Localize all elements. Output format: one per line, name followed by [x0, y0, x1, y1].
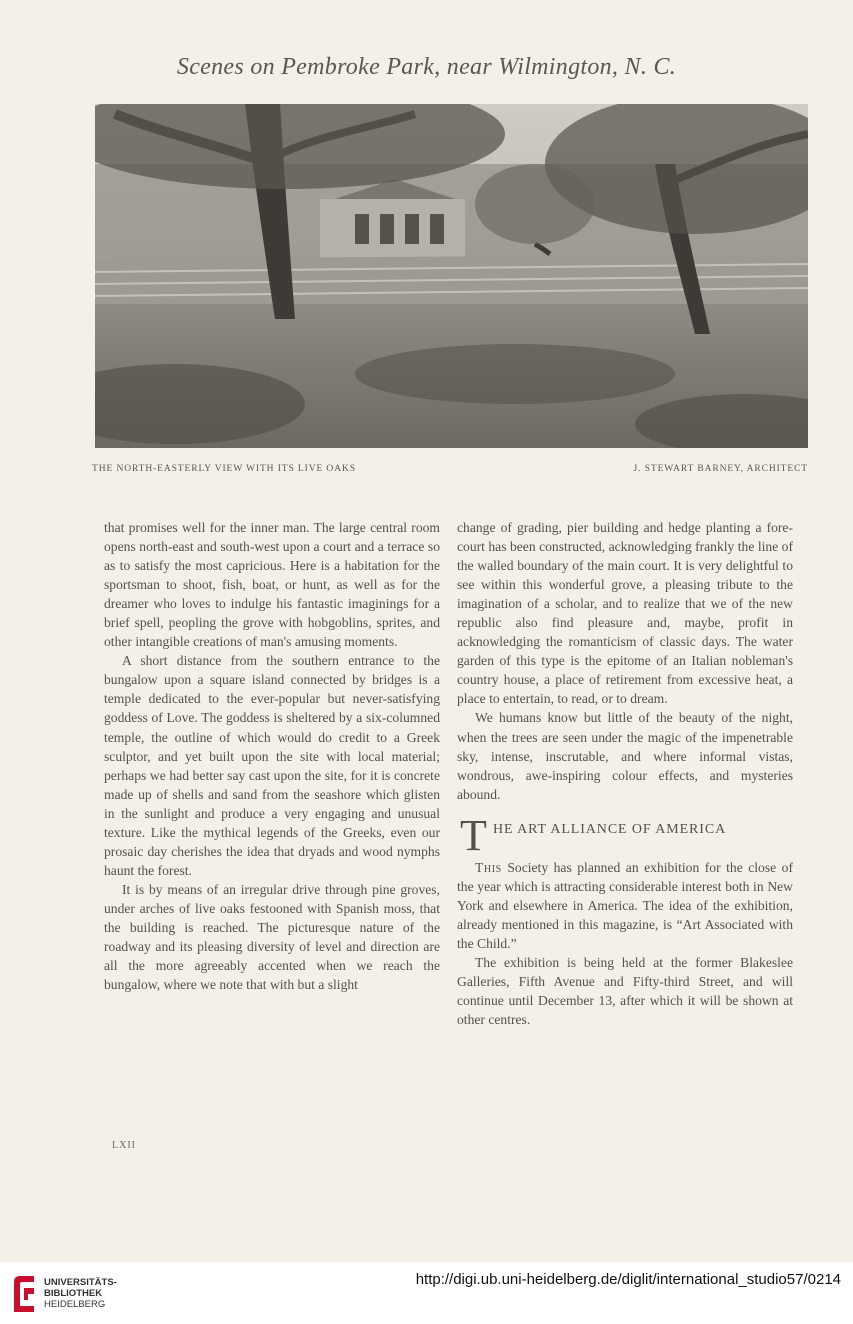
page-folio: LXII	[112, 1140, 136, 1151]
source-url-link[interactable]: http://digi.ub.uni-heidelberg.de/diglit/international_studio57/0214	[415, 1271, 841, 1288]
paragraph	[457, 858, 793, 953]
lead-word: This	[475, 859, 502, 875]
library-logo-text	[44, 1277, 117, 1310]
photograph-pembroke-park	[95, 104, 808, 448]
section-title: HE ART ALLIANCE OF AMERICA	[493, 821, 727, 837]
paragraph: change of grading, pier building and hedge planting a fore-court has been constructed, acknowledging frankly the line of the walled boundary of the main court. It is very delightful to see within this wonderful grove, a pleasing tribute to the imagination of a scholar, and to realize that we of the new republic also find pleasure and, maybe, profit in acknowledging the romanticism of classic days. The water garden of this type is the epitome of an Italian nobleman's country house, a place of retirement from excessive heat, a place to entertain, to read, or to dream.	[457, 520, 793, 707]
paragraph: A short distance from the southern entrance to the bungalow upon a square island connected by bridges is a temple dedicated to the ever-popular but never-satisfying goddess of Love. The goddess is sheltered by a six-columned temple, the outline of which would do credit to a Greek sculptor, and yet built upon the site with local material; perhaps we had better say cast upon the site, for it is concrete made up of shells and sand from the seashore which glisten in the sunlight and produce a very engaging and unusual texture. Like the mythical legends of the Greeks, even our prosaic day cherishes the idea that dryads and wood nymphs haunt the forest.	[104, 653, 440, 878]
photo-illustration	[95, 104, 808, 448]
paragraph: that promises well for the inner man. The large central room opens north-east and south-west upon a court and a terrace so as to satisfy the most capricious. Here is a habitation for the sportsman to shoot, fish, boat, or hunt, as well as for the dreamer who loves to indulge his fantastic imaginings for a brief spell, peopling the grove with hobgoblins, sprites, and other intangible creations of man's amusing moments.	[104, 520, 440, 650]
paragraph: The exhibition is being held at the former Blakeslee Galleries, Fifth Avenue and Fifty-third Street, and will continue until December 13, after which it will be shown at other centres.	[457, 954, 793, 1028]
paragraph-text: Society has planned an exhibition for the close of the year which is attracting considerable interest both in New York and elsewhere in America. The idea of the exhibition, already mentioned in this magazine, is “Art Associated with the Child.”	[457, 859, 793, 951]
paragraph: It is by means of an irregular drive through pine groves, under arches of live oaks festooned with Spanish moss, that the building is reached. The picturesque nature of the roadway and its pleasing diversity of level and direction are all the more agreeably accented when we reach the bungalow, where we note that with but a slight	[104, 881, 440, 993]
right-column	[457, 518, 793, 1029]
logo-line: BIBLIOTHEK	[44, 1288, 103, 1299]
library-logo-icon	[10, 1272, 38, 1316]
photo-caption-left: THE NORTH-EASTERLY VIEW WITH ITS LIVE OAKS	[92, 464, 356, 474]
photo-caption-right: J. STEWART BARNEY, ARCHITECT	[633, 464, 808, 474]
logo-line: UNIVERSITÄTS-	[44, 1277, 117, 1288]
page-heading: Scenes on Pembroke Park, near Wilmington, N. C.	[176, 54, 677, 80]
left-column	[104, 518, 440, 994]
logo-line: HEIDELBERG	[44, 1299, 106, 1310]
section-heading	[457, 810, 793, 860]
drop-cap: T	[460, 810, 487, 860]
paragraph: We humans know but little of the beauty of the night, when the trees are seen under the magic of the impenetrable sky, intense, inscrutable, and where informal vistas, wondrous, awe-inspiring colour effects, and mysteries abound.	[457, 710, 793, 802]
